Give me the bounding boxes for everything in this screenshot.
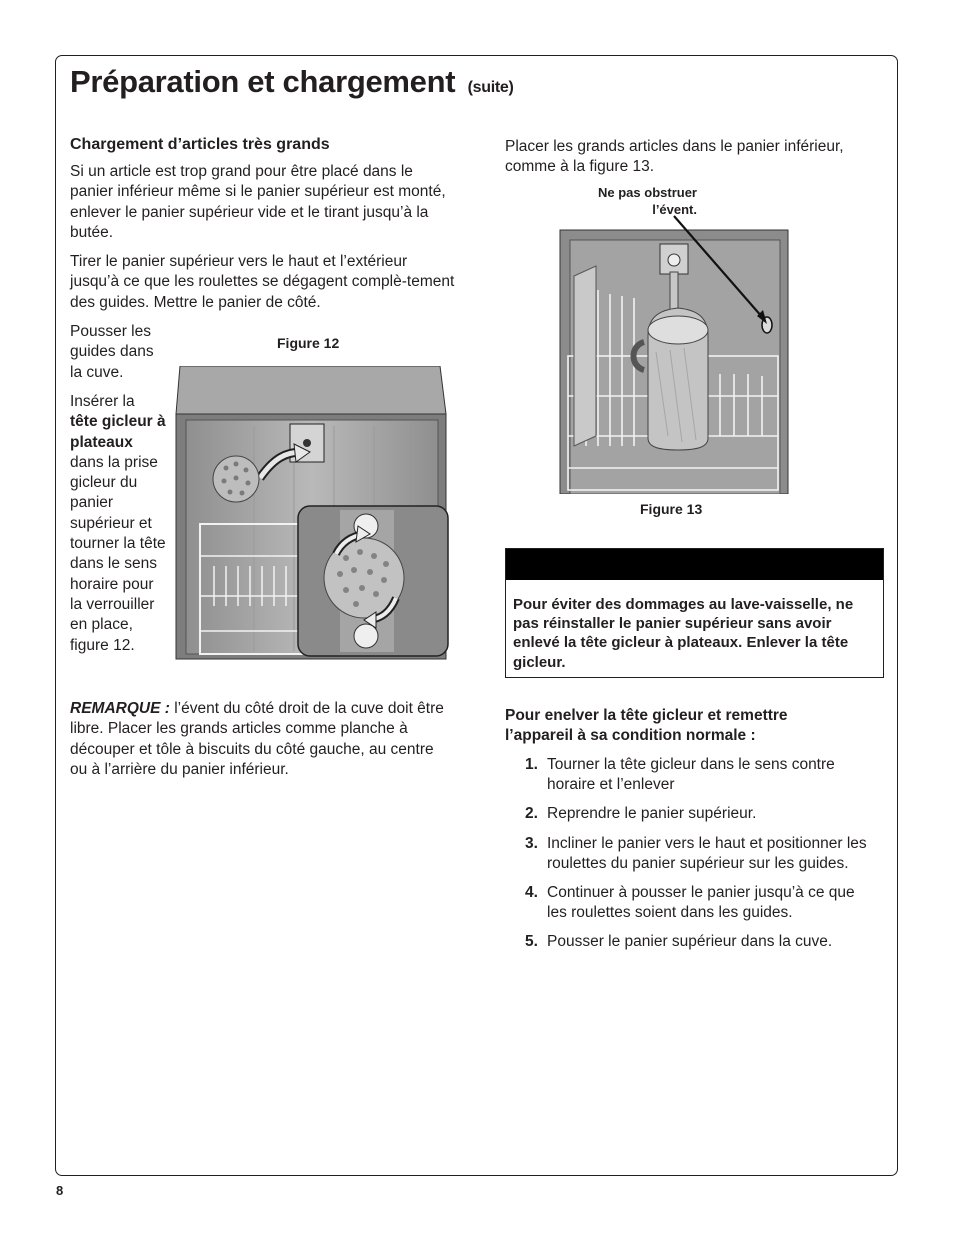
figure-12-label: Figure 12 <box>277 335 340 351</box>
steps-heading: Pour enelver la tête gicleur et remettre l’appareil à sa condition normale : <box>505 707 788 745</box>
section-heading: Chargement d’articles très grands <box>70 136 330 153</box>
warning-text: Pour éviter des dommages au lave-vaisselle, ne pas réinstaller le panier supérieur sans avoir enlevé la tête gicleur à plateaux. Enlever la tête gicleur. <box>513 596 854 671</box>
list-item: 4. Continuer à pousser le panier jusqu’à ce que les roulettes soient dans les guides. <box>525 884 855 922</box>
list-item: 2. Reprendre le panier supérieur. <box>525 805 757 823</box>
list-item: 1. Tourner la tête gicleur dans le sens contre horaire et l’enlever <box>525 756 835 794</box>
list-item: 5. Pousser le panier supérieur dans la cuve. <box>525 933 833 951</box>
page-number: 8 <box>56 1183 64 1198</box>
figure-12-illustration <box>174 366 450 662</box>
warning-header-bar <box>506 549 883 580</box>
figure-13-illustration <box>556 206 790 494</box>
paragraph-large-items: Placer les grands articles dans le panier inférieur, comme à la figure 13. <box>505 138 844 176</box>
title-suite: (suite) <box>467 79 514 96</box>
sprayer-name-bold: tête gicleur à plateaux <box>70 413 166 451</box>
paragraph-push-guides: Pousser les guides dans la cuve. <box>70 323 154 381</box>
figure-13-label: Figure 13 <box>640 501 703 517</box>
warning-box <box>505 548 884 678</box>
note-label: REMARQUE : <box>70 700 170 717</box>
note-paragraph: REMARQUE : l’évent du côté droit de la cuve doit être libre. Placer les grands articles comme planche à découper et tôle à biscuits du côté gauche, au centre ou à l’arrière du panier inférieur. <box>70 700 444 778</box>
paragraph-insert-sprayer: Insérer la tête gicleur à plateaux dans la prise gicleur du panier supérieur et tourner la tête dans le sens horaire pour la verrouiller en place, figure 12. <box>70 393 166 654</box>
page-title: Préparation et chargement (suite) <box>70 64 514 99</box>
paragraph-intro: Si un article est trop grand pour être placé dans le panier inférieur même si le panier supérieur est monté, enlever le panier supérieur vide et le tirant jusqu’à la butée. <box>70 163 446 241</box>
steps-list <box>505 755 877 962</box>
paragraph-remove-basket: Tirer le panier supérieur vers le haut et l’extérieur jusqu’à ce que les roulettes se dégagent complè-tement des guides. Mettre le panier de côté. <box>70 253 455 311</box>
vent-callout: Ne pas obstruer l’évent. <box>598 185 697 217</box>
list-item: 3. Incliner le panier vers le haut et positionner les roulettes du panier supérieur sur les guides. <box>525 834 867 872</box>
